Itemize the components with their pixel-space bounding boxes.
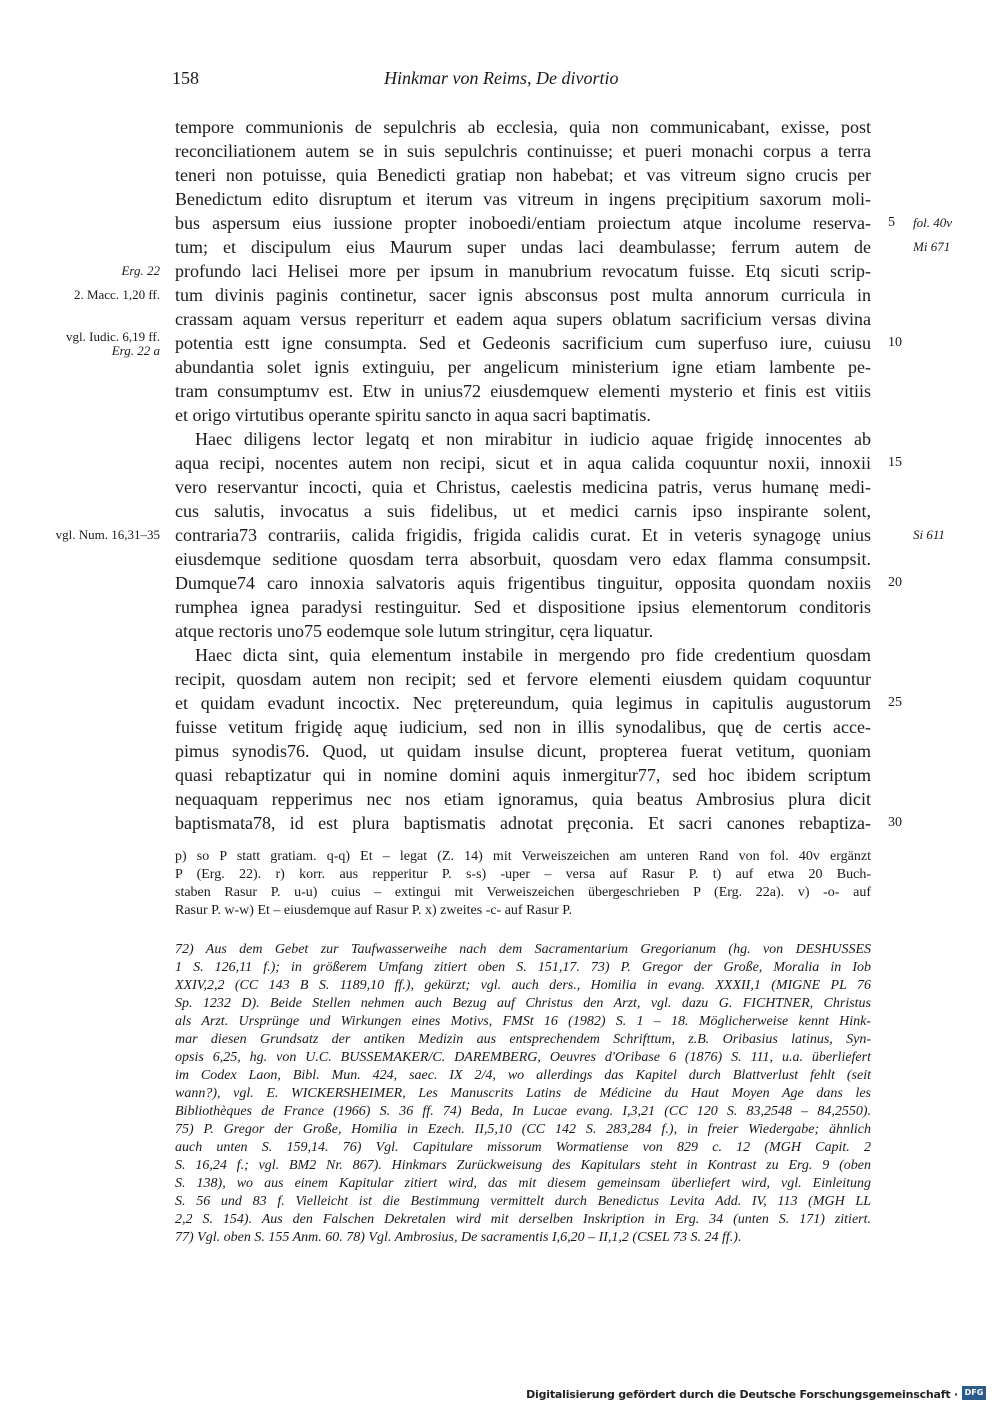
page-number: 158	[172, 68, 199, 88]
margin-reference: vgl. Iudic. 6,19 ff.	[66, 329, 160, 344]
line-number: 20	[888, 575, 902, 590]
text-line: tram consumptumv est. Etw in unius72 eiusdemquew elementi mysterio et finis est vitiis	[175, 381, 871, 401]
text-line: tum; et discipulum eius Maurum super undas laci deambulasse; ferrum autem de	[175, 237, 871, 257]
text-line: Dumque74 caro innoxia salvatoris aquis frigentibus tinguitur, opposita quondam noxiis	[175, 573, 871, 593]
apparatus-line: p) so P statt gratiam. q-q) Et – legat (Z. 14) mit Verweiszeichen am unteren Rand von fol. 40v ergänzt	[175, 849, 871, 864]
footnote-line: S. 56 und 83 f. Vielleicht ist die Bestimmung vermittelt durch Benedictus Levita Add. IV, 113 (MGH LL	[175, 1194, 871, 1209]
text-line: tempore communionis de sepulchris ab ecclesia, quia non communicabant, exisse, post	[175, 117, 871, 137]
footnote-line: 2,2 S. 154). Aus den Falschen Dekretalen wird mit derselben Inskription in Erg. 34 (unten S. 171) zitiert.	[175, 1212, 871, 1227]
text-line: teneri non potuisse, quia Benedicti gratiap non habebat; et vas vitreum signo crucis per	[175, 165, 871, 185]
text-line: cus salutis, invocatus a suis fidelibus, ut et medici carnis ipso inspirante solent,	[175, 501, 871, 521]
text-line: profundo laci Helisei more per ipsum in manubrium revocatum fuisse. Etq sicuti scrip-	[175, 261, 871, 281]
line-number: 10	[888, 335, 902, 350]
text-line: contraria73 contrariis, calida frigidis, frigida calidis curat. Et in veteris synagogę unius	[175, 525, 871, 545]
line-number: 25	[888, 695, 902, 710]
line-number: 15	[888, 455, 902, 470]
margin-reference: vgl. Num. 16,31–35	[55, 527, 160, 542]
running-head: Hinkmar von Reims, De divortio	[384, 68, 619, 88]
text-line: potentia estt igne consumpta. Sed et Gedeonis sacrificium cum superfuso iure, cuiusu	[175, 333, 871, 353]
folio-reference: Mi 671	[913, 239, 951, 254]
footnote-line: mar diesen Grundsatz der antiken Medizin aus entsprechendem Schrifttum, z.B. Oribasius latinus, Syn-	[175, 1032, 871, 1047]
footnote-line: 72) Aus dem Gebet zur Taufwasserweihe nach dem Sacramentarium Gregorianum (hg. von DESHUSSES	[175, 942, 871, 957]
text-line: pimus synodis76. Quod, ut quidam insulse dicunt, propterea fuerat vetitum, quoniam	[175, 741, 871, 761]
dfg-logo: DFG	[962, 1386, 986, 1400]
folio-reference: fol. 40v	[913, 215, 952, 230]
footnote-line: 1 S. 126,11 f.); in größerem Umfang zitiert oben S. 151,17. 73) P. Gregor der Große, Moralia in Iob	[175, 960, 871, 975]
margin-reference: Erg. 22	[121, 263, 160, 278]
text-line: eiusdemque seditione quosdam terra absorbuit, quosdam vero edax flamma consumpsit.	[175, 549, 871, 569]
footnote-line: opsis 6,25, hg. von U.C. BUSSEMAKER/C. DAREMBERG, Oeuvres d'Oribase 6 (1876) S. 111, u.a. überliefert	[175, 1050, 871, 1065]
text-line: fuisse vetitum frigidę aquę iudicium, sed non in illis synodalibus, quę de certis acce-	[175, 717, 871, 737]
line-number: 5	[888, 215, 895, 230]
text-line: rumphea ignea paradysi restinguitur. Sed et dispositione ipsius elementorum conditoris	[175, 597, 871, 617]
text-line: Haec dicta sint, quia elementum instabile in mergendo pro fide credentium quosdam	[195, 645, 871, 665]
apparatus-line: staben Rasur P. u-u) cuius – extingui mit Verweiszeichen übergeschrieben P (Erg. 22a). v) -o- auf	[175, 885, 871, 900]
footnote-line: S. 138), wo aus einem Kapitular zitiert wird, das mit diesem gemeinsam überliefert wird, vgl. Einleitung	[175, 1176, 871, 1191]
footnote-line: XXIV,2,2 (CC 143 B S. 1189,10 ff.), gekürzt; vgl. auch ders., Homilia in evang. XXXII,1 (MIGNE PL 76	[175, 978, 871, 993]
text-line: recipit, quosdam autem non recipit; sed et fervore elementi eiusdem quidam coquuntur	[175, 669, 871, 689]
text-line: vero reservantur incocti, quia et Christus, caelestis medicina patris, verus humanę medi-	[175, 477, 871, 497]
funding-notice: Digitalisierung gefördert durch die Deutsche Forschungsgemeinschaft ·	[526, 1388, 958, 1401]
text-line: nequaquam repperimus nec nos etiam ignoramus, quia beatus Ambrosius plura dicit	[175, 789, 871, 809]
apparatus-line: P (Erg. 22). r) korr. aus repperitur P. s-s) -uper – versa auf Rasur P. t) auf etwa 20 Buch-	[175, 867, 871, 882]
text-line: abundantia solet ignis extinguiu, per angelicum ministerium igne etiam lambente pe-	[175, 357, 871, 377]
text-line: aqua recipi, nocentes autem non recipi, sicut et in aqua calida coquuntur noxii, innoxii	[175, 453, 871, 473]
footnote-line: auch unten S. 159,14. 76) Vgl. Capitulare missorum Wormatiense von 829 c. 12 (MGH Capit. 2	[175, 1140, 871, 1155]
text-line: atque rectoris uno75 eodemque sole lutum stringitur, cęra liquatur.	[175, 621, 654, 641]
footnote-line: wann?), vgl. E. WICKERSHEIMER, Les Manuscrits Latins de Médicine du Haut Moyen Age dans les	[175, 1086, 871, 1101]
text-line: tum divinis paginis continetur, sacer ignis absconsus post multa annorum curricula in	[175, 285, 871, 305]
apparatus-line: Rasur P. w-w) Et – eiusdemque auf Rasur P. x) zweites -c- auf Rasur P.	[175, 903, 572, 918]
text-line: crassam aquam versus reperiturr et eadem aqua supers oblatum sacrificium versas divina	[175, 309, 871, 329]
footnote-line: als Arzt. Ursprünge und Wirkungen eines Motivs, FMSt 16 (1982) S. 1 – 18. Möglicherweise kennt Hink-	[175, 1014, 871, 1029]
text-line: bus aspersum eius iussione propter inoboedi/entiam proiectum atque incolume reserva-	[175, 213, 871, 233]
line-number: 30	[888, 815, 902, 830]
footnote-line: S. 16,24 f.; vgl. BM2 Nr. 867). Hinkmars Zurückweisung des Kapitulars steht in Kontrast zu Erg. 9 (oben	[175, 1158, 871, 1173]
text-line: reconciliationem autem se in suis sepulchris continuisse; et pueri monachi corpus a terra	[175, 141, 871, 161]
footnote-line: Bibliothèques de France (1966) S. 36 ff. 74) Beda, In Lucae evang. I,3,21 (CC 120 S. 83,2548 – 84,2550).	[175, 1104, 871, 1119]
text-line: et origo virtutibus operante spiritu sancto in aqua sacri baptimatis.	[175, 405, 651, 425]
margin-reference: 2. Macc. 1,20 ff.	[73, 287, 160, 302]
folio-reference: Si 611	[913, 527, 945, 542]
text-line: Benedictum edito disruptum et iterum vas vitreum in ingens pręcipitium saxorum moli-	[175, 189, 871, 209]
text-line: baptismata78, id est plura baptismatis adnotat pręconia. Et sacri canones rebaptiza-	[175, 813, 871, 833]
footnote-line: Sp. 1232 D). Beide Stellen nehmen auch Bezug auf Christus den Arzt, vgl. dazu G. FICHTNER, Christus	[175, 996, 871, 1011]
text-line: et quidam evadunt incoctix. Nec prętereundum, quia legimus in capitulis augustorum	[175, 693, 871, 713]
footnote-line: 75) P. Gregor der Große, Homilia in Ezech. II,5,10 (CC 142 S. 283,284 f.), in freier Wiedergabe; ähnlich	[175, 1122, 871, 1137]
footnote-line: 77) Vgl. oben S. 155 Anm. 60. 78) Vgl. Ambrosius, De sacramentis I,6,20 – II,1,2 (CSEL 73 S. 24 ff.).	[175, 1230, 742, 1245]
text-line: Haec diligens lector legatq et non mirabitur in iudicio aquae frigidę innocentes ab	[195, 429, 871, 449]
text-line: quasi rebaptizatur qui in nomine domini aquis inmergitur77, sed hoc ibidem scriptum	[175, 765, 871, 785]
margin-reference: Erg. 22 a	[111, 343, 160, 358]
footnote-line: im Codex Laon, Bibl. Mun. 424, saec. IX 2/4, wo allerdings das Kapitel durch Blattverlust fehlt (seit	[175, 1068, 871, 1083]
